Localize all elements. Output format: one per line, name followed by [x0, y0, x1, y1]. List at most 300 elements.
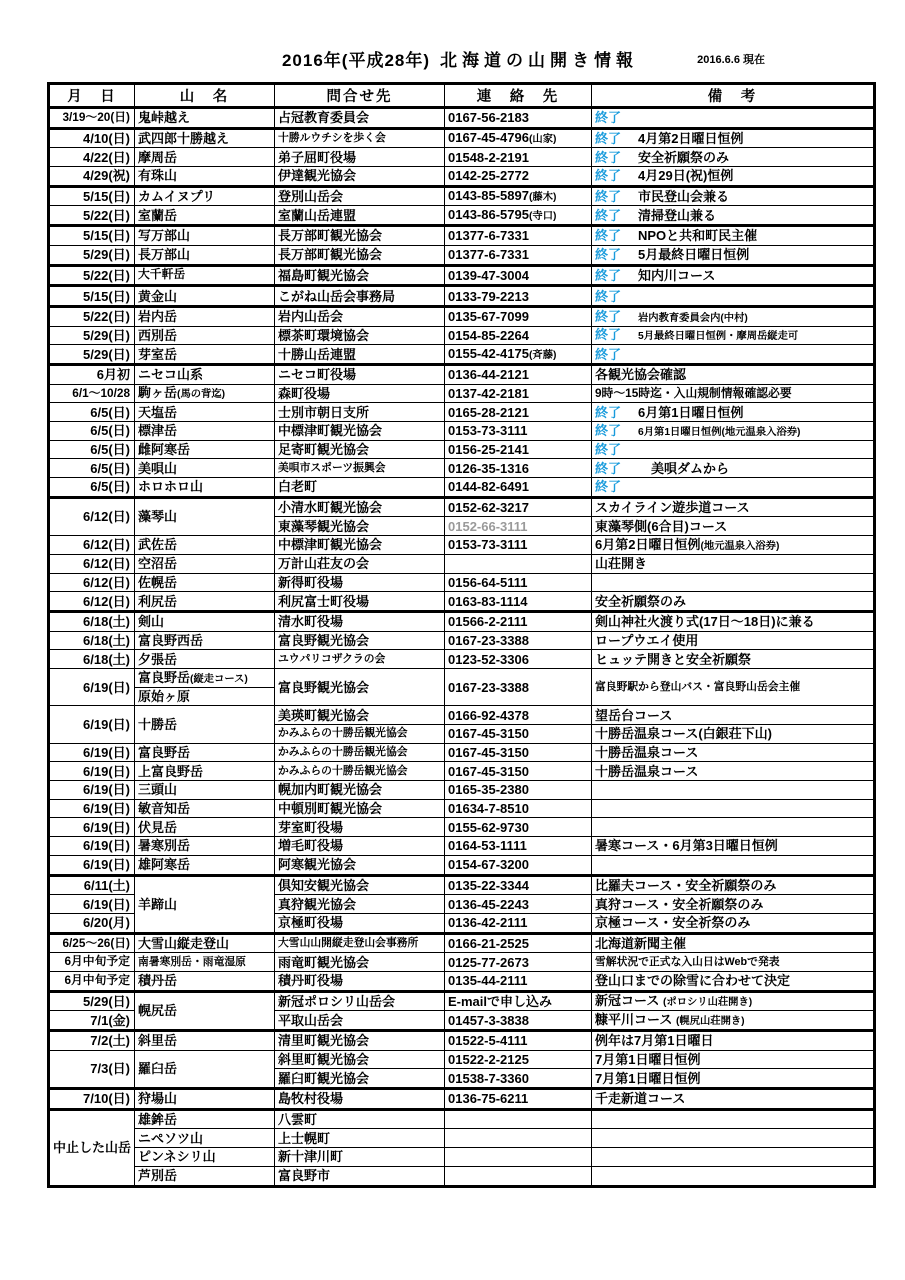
cell-text: E-mailで申し込み — [448, 993, 553, 1009]
date-cell — [49, 573, 135, 592]
cell-text: 利尻富士町役場 — [278, 593, 370, 609]
cell-text: 美唄山 — [138, 460, 178, 476]
phone-cell — [445, 1069, 592, 1089]
date-cell — [49, 286, 135, 307]
cell-text: 0152-62-3217 — [448, 500, 529, 516]
remark-cell — [592, 326, 875, 345]
date-cell — [49, 991, 135, 1011]
mountain-cell — [135, 818, 275, 837]
cell-text: 0165-35-2380 — [448, 782, 529, 798]
remark-cell — [592, 245, 875, 265]
cell-text: 7月第1日曜日恒例 — [595, 1052, 701, 1068]
remark-cell — [592, 1109, 875, 1129]
cell-text: 西別岳 — [138, 327, 178, 343]
cell-text: 富良野駅から登山バス・富良野山岳会主催 — [595, 680, 801, 693]
remark-cell — [592, 650, 875, 669]
date-cell — [49, 855, 135, 875]
status-done-label: 終了 — [595, 110, 622, 126]
mountain-cell — [135, 1166, 275, 1186]
date-cell — [49, 326, 135, 345]
cell-text: (縦走コース) — [190, 673, 248, 685]
status-done-label: 終了 — [595, 460, 622, 476]
table-row — [49, 206, 875, 226]
cell-text: 島牧村役場 — [278, 1091, 344, 1107]
cell-text: 新得町役場 — [278, 574, 344, 590]
mountain-cell — [135, 650, 275, 669]
cell-text: 0135-67-7099 — [448, 309, 529, 325]
contact-cell — [275, 384, 445, 403]
cell-text: 羅臼町観光協会 — [278, 1070, 370, 1086]
contact-cell — [275, 128, 445, 148]
cell-text: 0137-42-2181 — [448, 385, 529, 401]
phone-cell — [445, 762, 592, 781]
cell-text: (藤木) — [528, 192, 557, 204]
cell-text: 倶知安観光協会 — [278, 877, 370, 893]
cell-text: かみふらの十勝岳観光協会 — [278, 727, 408, 740]
phone-cell — [445, 1031, 592, 1051]
cell-text: 千走新道コース — [595, 1091, 686, 1107]
phone-cell — [445, 971, 592, 991]
cell-text: 0165-28-2121 — [448, 404, 529, 420]
cell-text: 岩内教育委員会内(中村) — [638, 312, 748, 324]
cell-text: 雨竜町観光協会 — [278, 954, 370, 970]
cell-text: 斜里岳 — [138, 1033, 178, 1049]
phone-cell — [445, 1166, 592, 1186]
phone-cell — [445, 837, 592, 856]
contact-cell — [275, 781, 445, 800]
cell-text: 5/22(日) — [83, 207, 130, 223]
remark-cell — [592, 1148, 875, 1167]
cell-text: 0154-67-3200 — [448, 857, 529, 873]
table-row — [49, 403, 875, 422]
cell-text: 0154-85-2264 — [448, 327, 529, 343]
cell-text: 東藻琴側(6合目)コース — [595, 518, 728, 534]
contact-cell — [275, 818, 445, 837]
cell-text: 6/19(日) — [83, 857, 130, 873]
contact-cell — [275, 668, 445, 705]
table-row — [49, 668, 875, 687]
remark-cell — [592, 1031, 875, 1051]
cell-text: 7/3(日) — [90, 1061, 130, 1077]
cell-text: 積丹町役場 — [278, 973, 344, 989]
remark-cell — [592, 384, 875, 403]
cell-text: 空沼岳 — [138, 556, 178, 572]
remark-cell — [592, 818, 875, 837]
mountain-cell — [135, 326, 275, 345]
contact-cell — [275, 933, 445, 953]
cell-text: 4/10(日) — [83, 131, 130, 147]
table-row — [49, 536, 875, 555]
date-cell — [49, 953, 135, 972]
cell-text: 6/19(日) — [83, 819, 130, 835]
mountain-cell — [135, 933, 275, 953]
mountain-cell — [135, 1050, 275, 1088]
status-done-label: 終了 — [595, 207, 622, 223]
table-row — [49, 326, 875, 345]
contact-cell — [275, 108, 445, 129]
mountain-cell — [135, 592, 275, 612]
cell-text: 写万部山 — [138, 228, 191, 244]
contact-cell — [275, 706, 445, 725]
cell-text: 0155-42-4175 — [448, 345, 529, 361]
mountain-cell — [135, 837, 275, 856]
cell-text: 6/12(日) — [83, 537, 130, 553]
cell-text: 富良野市 — [278, 1168, 331, 1184]
status-done-label: 終了 — [595, 404, 622, 420]
cell-text: ロープウエイ使用 — [595, 632, 699, 648]
contact-cell — [275, 953, 445, 972]
contact-cell — [275, 326, 445, 345]
cell-text: 美唄市スポーツ振興会 — [278, 461, 386, 474]
contact-cell — [275, 517, 445, 536]
remark-cell — [592, 1089, 875, 1110]
cell-text: 芦別岳 — [138, 1168, 178, 1184]
cell-text: 01522-2-2125 — [448, 1052, 529, 1068]
cell-text: (ポロシリ山荘開き) — [662, 997, 753, 1009]
cell-text: 0135-44-2111 — [448, 973, 528, 989]
cell-text: 0167-23-3388 — [448, 679, 529, 695]
header-phone: 連 絡 先 — [445, 84, 592, 108]
table-row — [49, 762, 875, 781]
mountain-cell — [135, 422, 275, 441]
remark-cell — [592, 781, 875, 800]
date-cell — [49, 206, 135, 226]
table-row — [49, 1166, 875, 1186]
cell-text: 山荘開き — [595, 556, 648, 572]
date-cell — [49, 592, 135, 612]
cell-text: 武佐岳 — [138, 537, 178, 553]
cell-text: 01548-2-2191 — [448, 149, 529, 165]
remark-cell — [592, 265, 875, 286]
table-row — [49, 1109, 875, 1129]
cell-text: 福島町観光協会 — [278, 267, 370, 283]
cell-text: 十勝岳温泉コース — [595, 763, 699, 779]
contact-cell — [275, 345, 445, 365]
cell-text: 清里町観光協会 — [278, 1033, 370, 1049]
cell-text: 6/11(土) — [83, 877, 130, 893]
table-row — [49, 108, 875, 129]
table-row — [49, 818, 875, 837]
contact-cell — [275, 1031, 445, 1051]
cell-text: 富良野岳 — [138, 745, 191, 761]
phone-cell — [445, 108, 592, 129]
mountain-cell — [135, 536, 275, 555]
phone-cell — [445, 611, 592, 631]
cell-text: 0156-64-5111 — [448, 574, 528, 590]
cell-text: 0164-53-1111 — [448, 838, 527, 854]
cell-text: 清水町役場 — [278, 614, 344, 630]
phone-cell — [445, 517, 592, 536]
cell-text: 上富良野岳 — [138, 763, 204, 779]
contact-cell — [275, 286, 445, 307]
remark-cell — [592, 286, 875, 307]
cell-text: 5月最終日曜日恒例 — [638, 247, 750, 263]
contact-cell — [275, 1089, 445, 1110]
cell-text: 東藻琴観光協会 — [278, 518, 370, 534]
phone-cell — [445, 895, 592, 914]
phone-cell — [445, 167, 592, 187]
phone-cell — [445, 1109, 592, 1129]
date-cell — [49, 403, 135, 422]
contact-cell — [275, 895, 445, 914]
date-cell — [49, 167, 135, 187]
contact-cell — [275, 478, 445, 498]
phone-cell — [445, 855, 592, 875]
date-cell — [49, 148, 135, 167]
cell-text: 中頓別町観光協会 — [278, 801, 383, 817]
status-done-label: 終了 — [595, 149, 622, 165]
cell-text: 0167-56-2183 — [448, 110, 529, 126]
cell-text: 0166-92-4378 — [448, 707, 529, 723]
remark-cell — [592, 186, 875, 206]
cell-text: 0123-52-3306 — [448, 651, 529, 667]
header-row — [49, 84, 875, 108]
cell-text: (幌尻山荘開き) — [675, 1016, 745, 1027]
table-row — [49, 554, 875, 573]
contact-cell — [275, 206, 445, 226]
phone-cell — [445, 364, 592, 384]
cell-text: 新冠コース — [595, 993, 663, 1009]
mountain-cell — [135, 611, 275, 631]
cell-text: 十勝岳 — [138, 717, 178, 732]
cell-text: 羅臼岳 — [138, 1061, 178, 1077]
cell-text: 0142-25-2772 — [448, 168, 529, 184]
cell-text: 0144-82-6491 — [448, 479, 529, 495]
cell-text: 0166-21-2525 — [448, 935, 529, 951]
cell-text: 6/5(日) — [90, 423, 130, 439]
cell-text: 南暑寒別岳・雨竜湿原 — [138, 955, 246, 968]
cell-text: 6/25〜26(日) — [62, 935, 130, 950]
cell-text: 4月29日(祝)恒例 — [638, 168, 734, 184]
cell-text: 京極コース・安全祈祭のみ — [595, 915, 751, 931]
cell-text: 利尻岳 — [138, 593, 178, 609]
table-row — [49, 743, 875, 762]
cell-text: 新十津川町 — [278, 1149, 344, 1165]
mountain-cell — [135, 953, 275, 972]
remark-cell — [592, 536, 875, 555]
cell-text: 0133-79-2213 — [448, 288, 529, 304]
cell-text: 安全祈願祭のみ — [638, 149, 730, 165]
table-row — [49, 953, 875, 972]
cell-text: 3/19〜20(日) — [62, 109, 130, 124]
mountain-cell — [135, 148, 275, 167]
phone-cell — [445, 743, 592, 762]
cell-text: 有珠山 — [138, 168, 178, 184]
cell-text: 01566-2-2111 — [448, 614, 528, 630]
date-cell — [49, 440, 135, 459]
cell-text: 平取山岳会 — [278, 1012, 344, 1028]
cell-text: ニペソツ山 — [138, 1130, 204, 1146]
date-cell — [49, 245, 135, 265]
cell-text: 0167-45-3150 — [448, 745, 529, 761]
cell-text: 0153-73-3111 — [448, 537, 528, 553]
cell-text: 0167-23-3388 — [448, 632, 529, 648]
cell-text: 清掃登山兼る — [638, 207, 717, 223]
cell-text: 0155-62-9730 — [448, 819, 529, 835]
cell-text: 0136-44-2121 — [448, 367, 529, 383]
mountain-cell — [135, 687, 275, 706]
remark-cell — [592, 592, 875, 612]
date-cell — [49, 933, 135, 953]
cell-text: 狩場山 — [138, 1091, 178, 1107]
status-done-label: 終了 — [595, 479, 622, 495]
cell-text: 芽室町役場 — [278, 819, 344, 835]
contact-cell — [275, 631, 445, 650]
date-cell — [49, 186, 135, 206]
cell-text: ヒュッテ開きと安全祈願祭 — [595, 651, 752, 667]
contact-cell — [275, 611, 445, 631]
table-row — [49, 855, 875, 875]
cell-text: 上士幌町 — [278, 1130, 331, 1146]
date-cell — [49, 743, 135, 762]
cell-text: 新冠ポロシリ山岳会 — [278, 993, 396, 1009]
cell-text: NPOと共和町民主催 — [638, 228, 758, 244]
cell-text: (地元温泉入浴券) — [700, 540, 780, 552]
mountain-cell — [135, 403, 275, 422]
cell-text: カムイヌプリ — [138, 189, 216, 205]
contact-cell — [275, 1109, 445, 1129]
date-cell — [49, 422, 135, 441]
remark-cell — [592, 108, 875, 129]
contact-cell — [275, 440, 445, 459]
phone-cell — [445, 245, 592, 265]
mountain-cell — [135, 781, 275, 800]
contact-cell — [275, 403, 445, 422]
mountain-cell — [135, 875, 275, 933]
contact-cell — [275, 1148, 445, 1167]
mountain-cell — [135, 364, 275, 384]
phone-cell — [445, 818, 592, 837]
cell-text: 安全祈願祭のみ — [595, 593, 687, 609]
cell-text: 幌加内町観光協会 — [278, 782, 383, 798]
date-cell — [49, 554, 135, 573]
mountain-cell — [135, 1109, 275, 1129]
cell-text: 敏音知岳 — [138, 801, 191, 817]
date-cell — [49, 818, 135, 837]
mountain-cell — [135, 167, 275, 187]
cell-text: 各観光協会確認 — [595, 367, 687, 383]
cell-text: 剣山神社火渡り式(17日〜18日)に兼る — [595, 614, 815, 630]
cell-text: 6月第2日曜日恒例 — [595, 536, 701, 552]
phone-cell — [445, 1050, 592, 1069]
contact-cell — [275, 573, 445, 592]
contact-cell — [275, 265, 445, 286]
phone-cell — [445, 650, 592, 669]
table-row — [49, 971, 875, 991]
mountain-cell — [135, 554, 275, 573]
cell-text: 6/5(日) — [90, 460, 130, 476]
mountain-cell — [135, 245, 275, 265]
phone-cell — [445, 206, 592, 226]
contact-cell — [275, 167, 445, 187]
cell-text: 6/12(日) — [83, 574, 130, 590]
table-row — [49, 781, 875, 800]
cell-text: 剣山 — [138, 614, 165, 630]
cell-text: 6/19(日) — [83, 782, 130, 798]
contact-cell — [275, 1069, 445, 1089]
table-row — [49, 345, 875, 365]
table-row — [49, 226, 875, 246]
phone-cell — [445, 186, 592, 206]
table-row — [49, 128, 875, 148]
cell-text: 登山口までの除雪に合わせて決定 — [595, 973, 791, 989]
table-row — [49, 837, 875, 856]
remark-cell — [592, 1069, 875, 1089]
cell-text: 雪解状況で正式な入山日はWebで発表 — [595, 955, 780, 968]
cell-text: 6/19(日) — [83, 679, 130, 695]
cell-text: 岩内岳 — [138, 309, 178, 325]
date-cell — [49, 128, 135, 148]
remark-cell — [592, 1050, 875, 1069]
contact-cell — [275, 855, 445, 875]
cell-text: 美瑛町観光協会 — [278, 707, 370, 723]
cell-text: 大雪山山開縦走登山会事務所 — [278, 937, 419, 949]
cell-text: 富良野西岳 — [138, 632, 204, 648]
cell-text: 7月第1日曜日恒例 — [595, 1070, 701, 1086]
date-cell — [49, 762, 135, 781]
cell-text: スカイライン遊歩道コース — [595, 500, 750, 516]
cell-text: 黄金山 — [138, 288, 178, 304]
cell-text: 6/19(日) — [83, 896, 130, 912]
contact-cell — [275, 913, 445, 933]
cell-text: 阿寒観光協会 — [278, 857, 357, 873]
cell-text: 6/18(土) — [83, 651, 130, 667]
remark-cell — [592, 953, 875, 972]
table-row — [49, 478, 875, 498]
date-cell — [49, 265, 135, 286]
cell-text: 室蘭山岳連盟 — [278, 207, 357, 223]
table-row — [49, 364, 875, 384]
cell-text: 6/19(日) — [83, 763, 130, 779]
mountain-cell — [135, 706, 275, 743]
cell-text: 0163-83-1114 — [448, 593, 528, 609]
remark-cell — [592, 631, 875, 650]
phone-cell — [445, 875, 592, 895]
date-cell — [49, 497, 135, 535]
cell-text: 佐幌岳 — [138, 574, 178, 590]
cell-text: 八雲町 — [278, 1112, 318, 1128]
cell-text: 原始ヶ原 — [138, 688, 191, 704]
contact-cell — [275, 1129, 445, 1148]
mountain-cell — [135, 206, 275, 226]
cell-text: 大雪山縦走登山 — [138, 935, 230, 951]
table-row — [49, 186, 875, 206]
cell-text: 美唄ダムから — [638, 460, 730, 476]
date-cell — [49, 668, 135, 705]
cell-text: 三頭山 — [138, 782, 178, 798]
mountain-opening-table — [47, 82, 876, 1188]
date-cell — [49, 1109, 135, 1186]
phone-cell — [445, 991, 592, 1011]
cell-text: 01457-3-3838 — [448, 1012, 529, 1028]
date-cell — [49, 478, 135, 498]
remark-cell — [592, 459, 875, 478]
cell-text: 6/12(日) — [83, 509, 130, 525]
mountain-cell — [135, 186, 275, 206]
cell-text: 伏見岳 — [138, 819, 178, 835]
title-bar — [47, 46, 873, 72]
cell-text: 武四郎十勝越え — [138, 131, 230, 147]
remark-cell — [592, 855, 875, 875]
cell-text: 01522-5-4111 — [448, 1033, 528, 1049]
cell-text: 5/15(日) — [83, 228, 130, 244]
cell-text: 0136-42-2111 — [448, 915, 528, 931]
contact-cell — [275, 306, 445, 326]
table-row — [49, 573, 875, 592]
cell-text: 夕張岳 — [138, 651, 178, 667]
as-of-date: 2016.6.6 現在 — [697, 54, 765, 66]
status-done-label: 終了 — [595, 422, 622, 438]
